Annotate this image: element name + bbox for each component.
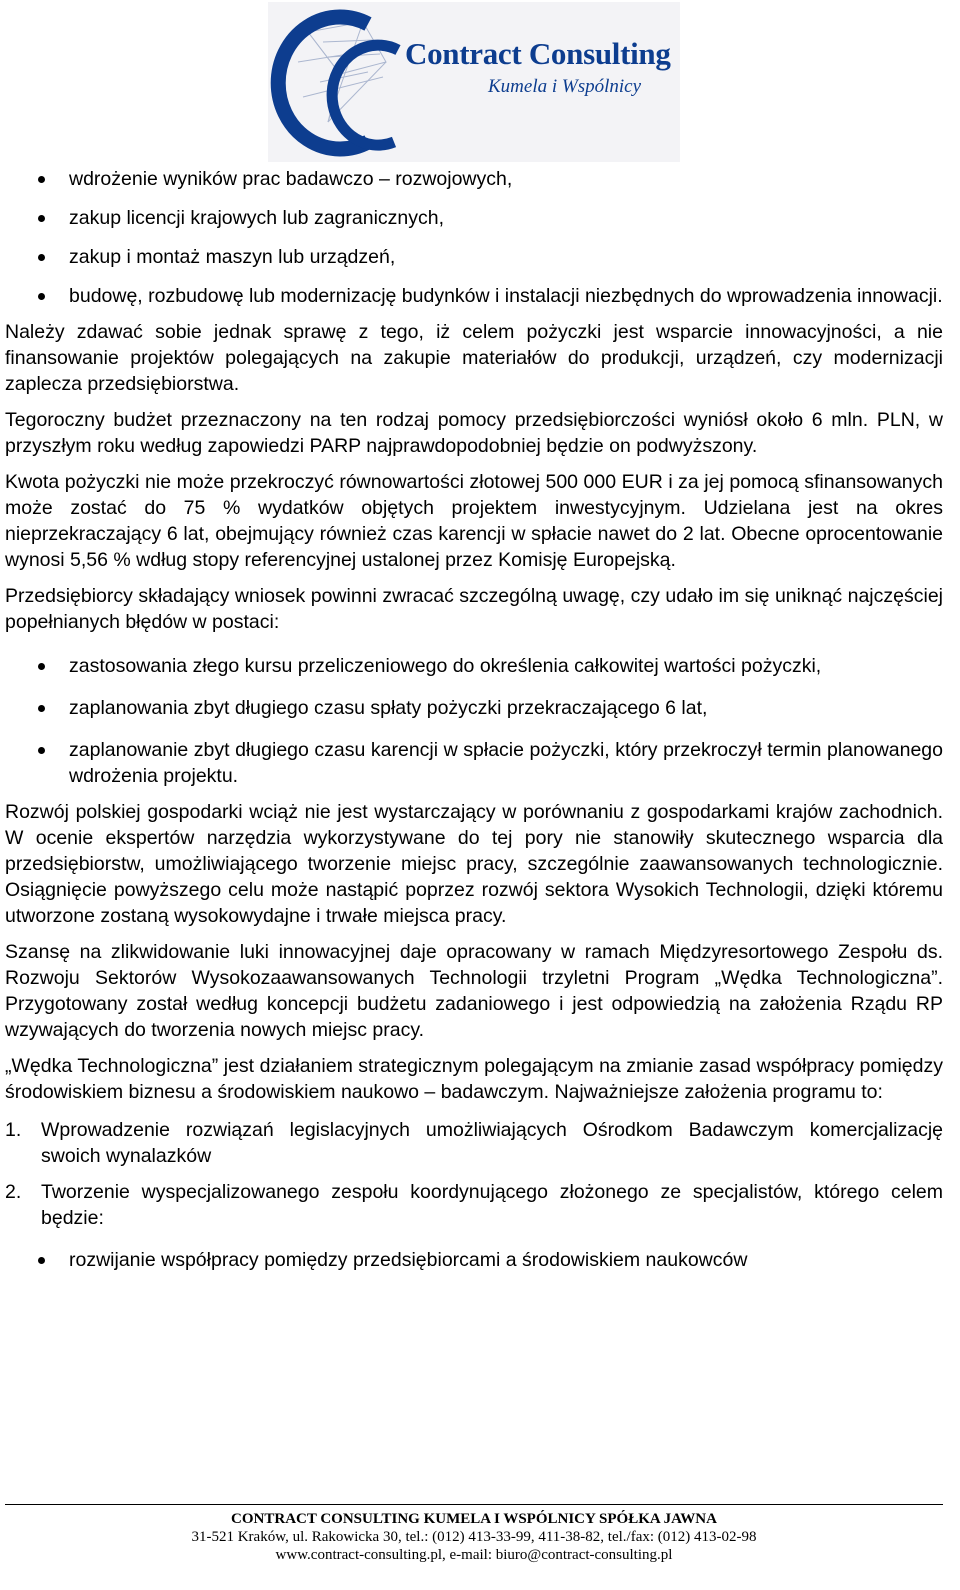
logo-subtitle: Kumela i Wspólnicy (488, 76, 642, 97)
item-number: 2. (5, 1181, 22, 1203)
company-logo (268, 2, 680, 162)
paragraph: „Wędka Technologiczna” jest działaniem strategicznym polegającym na zmianie zasad współpracy pomiędzy środowiskiem biznesu a środowiskiem naukowo – badawczym. Najważniejsze założenia programu to: (5, 1055, 943, 1103)
list-item: zakup i montaż maszyn lub urządzeń, (5, 244, 943, 270)
list-item: budowę, rozbudowę lub modernizację budynków i instalacji niezbędnych do wprowadzenia innowacji. (5, 283, 943, 309)
program-assumptions-list (5, 1117, 943, 1231)
item-number: 1. (5, 1119, 22, 1141)
paragraph: Kwota pożyczki nie może przekroczyć równowartości złotowej 500 000 EUR i za jej pomocą sfinansowanych może zostać do 75 % wydatków objętych projektem inwestycyjnym. Udzielana jest na okres nieprzekraczający 6 lat, obejmujący również czas karencji w spłacie nawet do 2 lat. Obecne oprocentowanie wynosi 5,56 % wdług stopy referencyjnej ustalonej przez Komisję Europejską. (5, 471, 943, 571)
team-goals-list (5, 1247, 943, 1273)
paragraph: Rozwój polskiej gospodarki wciąż nie jest wystarczający w porównaniu z gospodarkami krajów zachodnich. W ocenie ekspertów narzędzia wykorzystywane do tej pory nie stanowiły skutecznego wsparcia dla przedsiębiorstw, umożliwiającego tworzenie miejsc pracy, szczególnie zaawansowanych technologicznie. Osiągnięcie powyższego celu może nastąpić poprzez rozwój sektora Wysokich Technologii, dzięki któremu utworzone zostaną wysokowydajne i trwałe miejsca pracy. (5, 801, 943, 927)
paragraph: Należy zdawać sobie jednak sprawę z tego, iż celem pożyczki jest wsparcie innowacyjności, a nie finansowanie projektów polegających na zakupie materiałów do produkcji, urządzeń, czy modernizacji zaplecza przedsiębiorstwa. (5, 321, 943, 395)
common-errors-list (5, 653, 943, 789)
item-text: Tworzenie wyspecjalizowanego zespołu koordynującego złożonego ze specjalistów, którego celem będzie: (41, 1181, 943, 1229)
paragraph: Tegoroczny budżet przeznaczony na ten rodzaj pomocy przedsiębiorczości wyniósł około 6 mln. PLN, w przyszłym roku według zapowiedzi PARP najprawdopodobniej będzie on podwyższony. (5, 409, 943, 457)
innovation-scope-list (5, 166, 943, 309)
numbered-item (5, 1117, 943, 1169)
document-body (5, 166, 943, 1286)
numbered-item (5, 1179, 943, 1231)
paragraph: Przedsiębiorcy składający wniosek powinni zwracać szczególną uwagę, czy udało im się uniknąć najczęściej popełnianych błędów w postaci: (5, 585, 943, 633)
list-item: zaplanowania zbyt długiego czasu spłaty pożyczki przekraczającego 6 lat, (5, 695, 943, 721)
footer-divider (5, 1504, 943, 1505)
paragraph: Szansę na zlikwidowanie luki innowacyjnej daje opracowany w ramach Międzyresortowego Zespołu ds. Rozwoju Sektorów Wysokozaawansowanych Technologii trzyletni Program „Wędka Technologiczna”. Przygotowany został według koncepcji budżetu zadaniowego i jest odpowiedzią na założenia Rządu RP wzywających do tworzenia nowych miejsc pracy. (5, 941, 943, 1041)
logo-title: Contract Consulting (405, 36, 671, 71)
list-item: zaplanowanie zbyt długiego czasu karencji w spłacie pożyczki, który przekroczył termin planowanego wdrożenia projektu. (5, 737, 943, 789)
footer-company: CONTRACT CONSULTING KUMELA I WSPÓLNICY SPÓŁKA JAWNA (231, 1511, 717, 1527)
footer-web: www.contract-consulting.pl, e-mail: biuro@contract-consulting.pl (275, 1547, 673, 1563)
list-item: rozwijanie współpracy pomiędzy przedsiębiorcami a środowiskiem naukowców (5, 1247, 943, 1273)
footer-address: 31-521 Kraków, ul. Rakowicka 30, tel.: (012) 413-33-99, 411-38-82, tel./fax: (012) 413-02-98 (191, 1529, 757, 1545)
item-text: Wprowadzenie rozwiązań legislacyjnych umożliwiających Ośrodkom Badawczym komercjalizację swoich wynalazków (41, 1119, 943, 1167)
list-item: zastosowania złego kursu przeliczeniowego do określenia całkowitej wartości pożyczki, (5, 653, 943, 679)
list-item: wdrożenie wyników prac badawczo – rozwojowych, (5, 166, 943, 192)
list-item: zakup licencji krajowych lub zagranicznych, (5, 205, 943, 231)
